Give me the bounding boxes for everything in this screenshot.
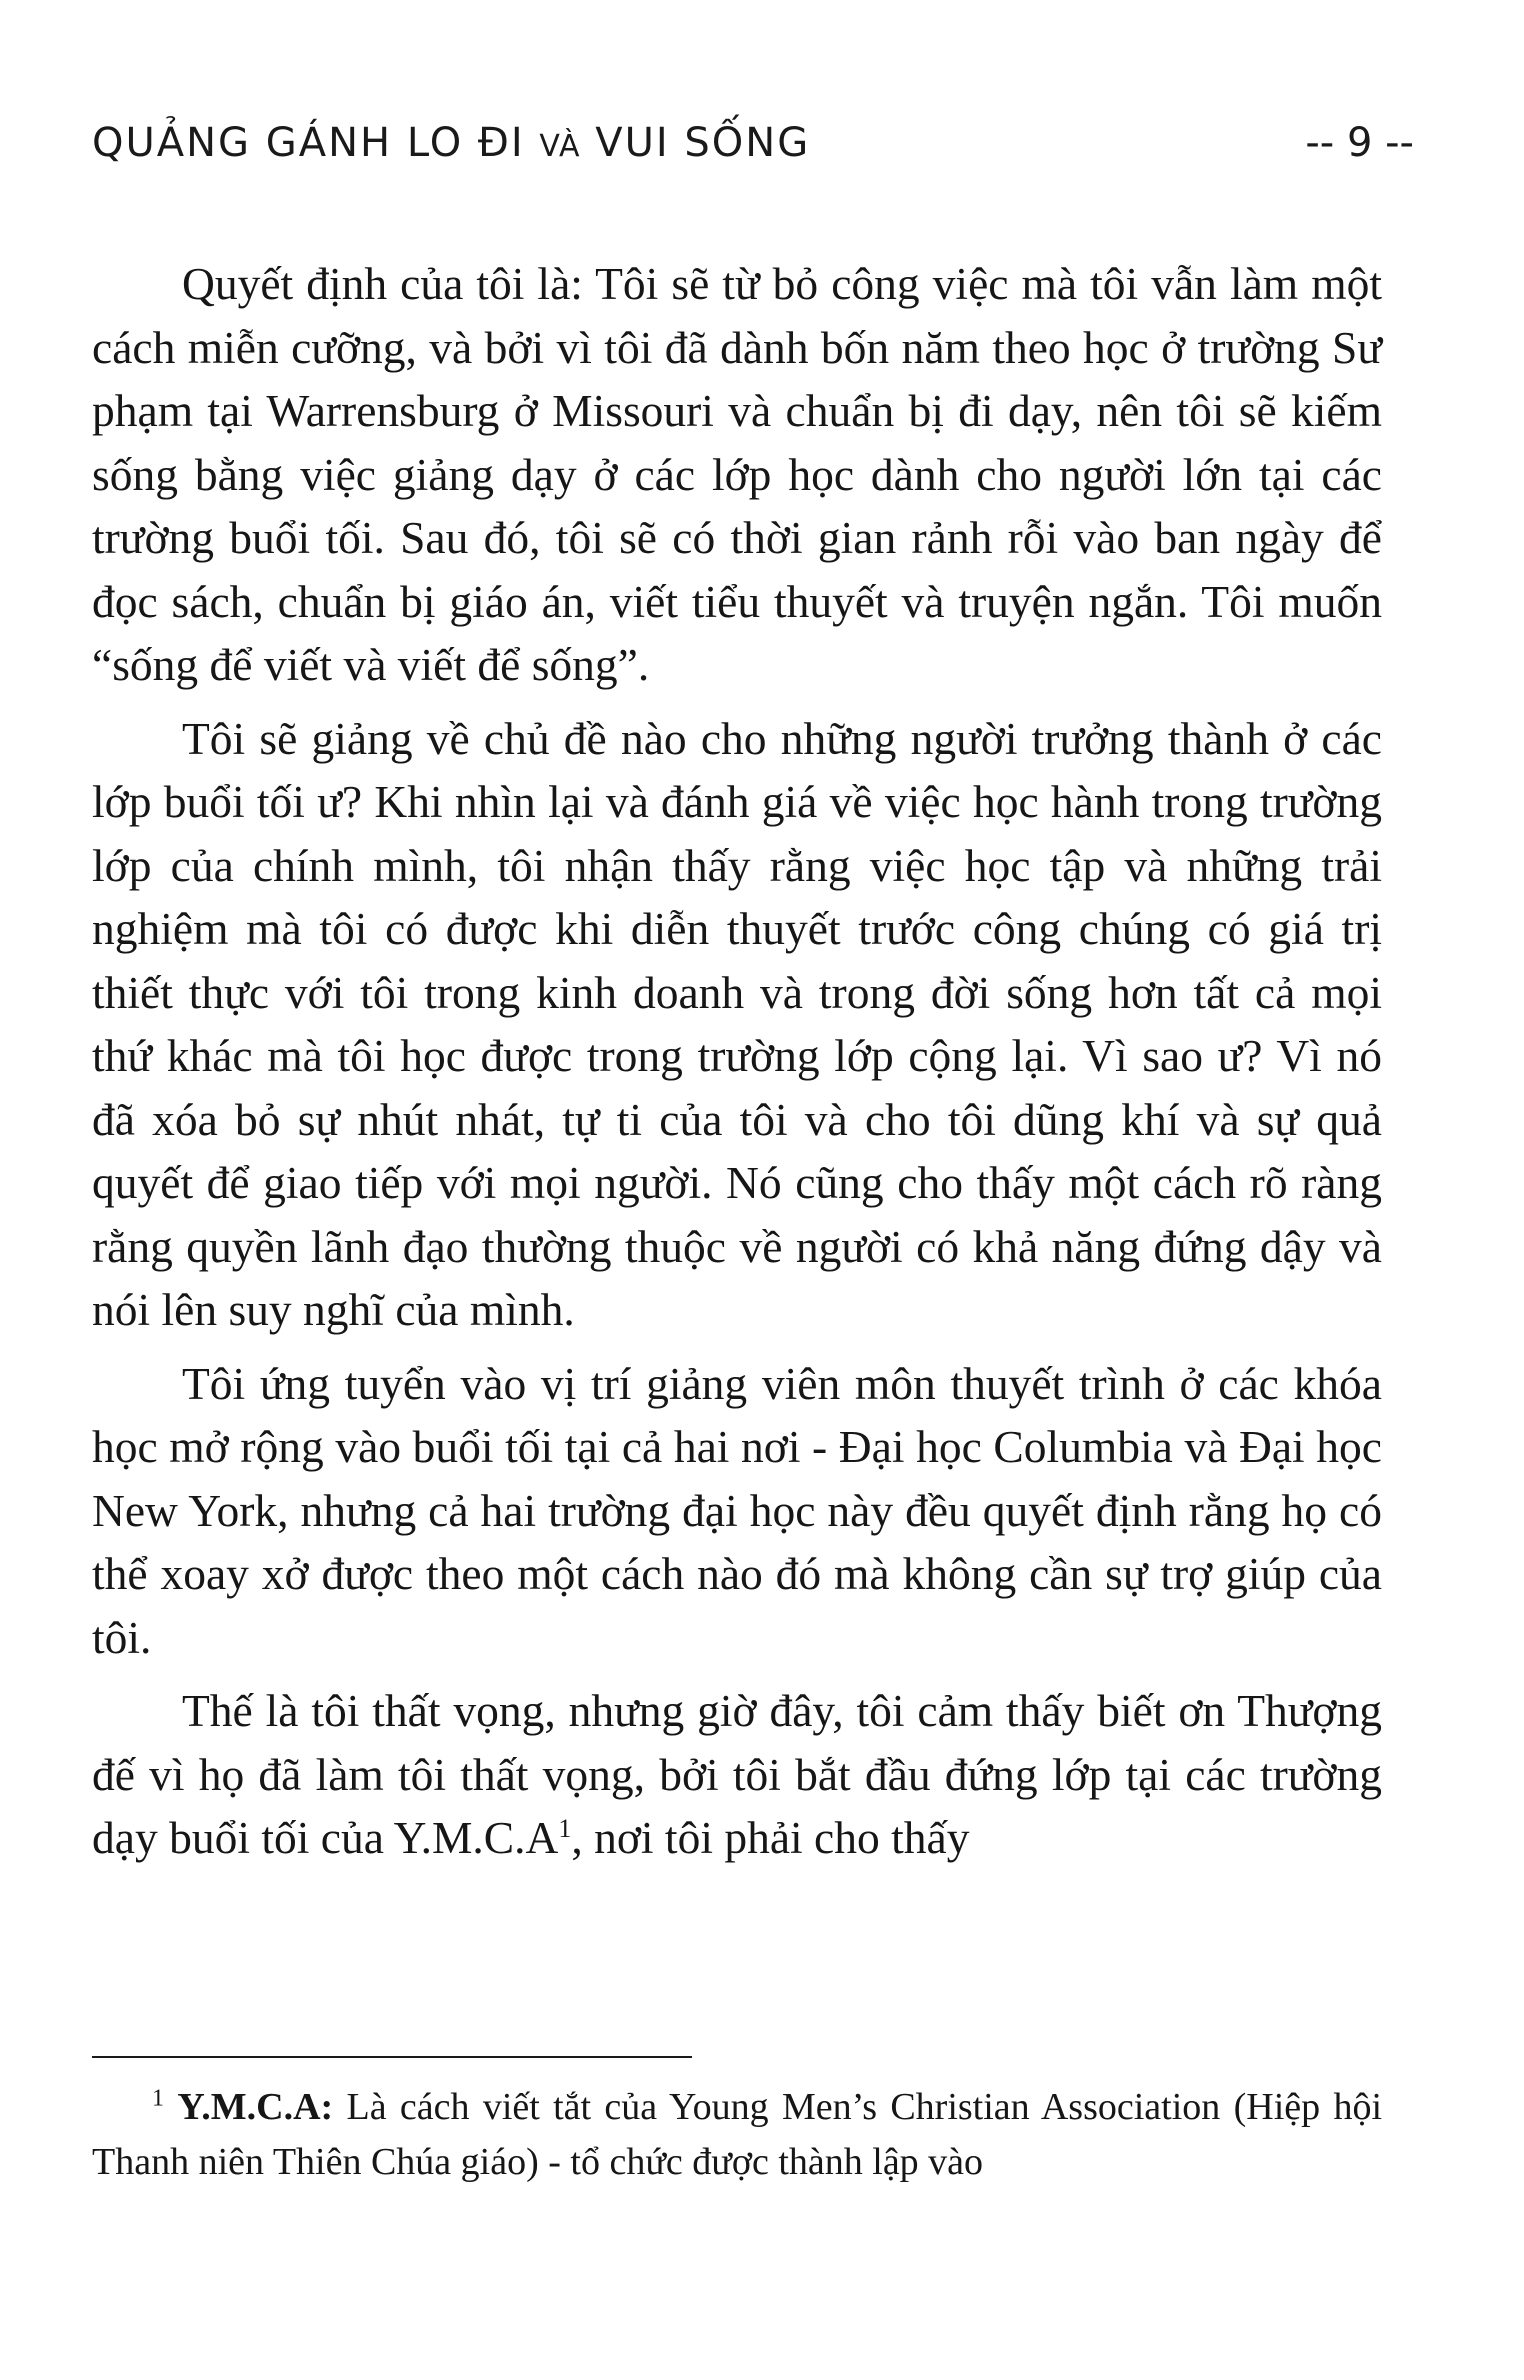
footnote-term: Y.M.C.A: (177, 2086, 334, 2128)
footnote-reference: 1 (558, 1813, 572, 1843)
page-number: -- 9 -- (1305, 120, 1414, 166)
paragraph-text: Thế là tôi thất vọng, nhưng giờ đây, tôi cảm thấy biết ơn Thượng đế vì họ đã làm tôi thất vọng, bởi tôi bắt đầu đứng lớp tại các trường dạy buổi tối của Y.M.C.A (92, 1685, 1382, 1863)
footnote-text: Là cách viết tắt của Young Men’s Christian Association (Hiệp hội Thanh niên Thiên Chúa giáo) - tổ chức được thành lập vào (92, 2086, 1383, 2183)
paragraph-text: Tôi sẽ giảng về chủ đề nào cho những người trưởng thành ở các lớp buổi tối ư? Khi nhìn lại và đánh giá về việc học hành trong trường lớp của chính mình, tôi nhận thấy rằng việc học tập và những trải nghiệm mà tôi có được khi diễn thuyết trước công chúng có giá trị thiết thực với tôi trong kinh doanh và trong đời sống hơn tất cả mọi thứ khác mà tôi học được trong trường lớp cộng lại. Vì sao ư? Vì nó đã xóa bỏ sự nhút nhát, tự ti của tôi và cho tôi dũng khí và sự quả quyết để giao tiếp với mọi người. Nó cũng cho thấy một cách rõ ràng rằng quyền lãnh đạo thường thuộc về người có khả năng đứng dậy và nói lên suy nghĩ của mình. (92, 712, 1382, 1335)
paragraph-text: Tôi ứng tuyển vào vị trí giảng viên môn thuyết trình ở các khóa học mở rộng vào buổi tối tại cả hai nơi - Đại học Columbia và Đại học New York, nhưng cả hai trường đại học này đều quyết định rằng họ có thể xoay xở được theo một cách nào đó mà không cần sự trợ giúp của tôi. (92, 1357, 1382, 1663)
footnote-divider (92, 2056, 692, 2058)
footnote (92, 2080, 1382, 2190)
body-text (92, 252, 1382, 1880)
book-title-part2: VUI SỐNG (580, 120, 811, 166)
running-header (92, 120, 1414, 180)
book-title-small: VÀ (539, 129, 581, 164)
book-title (92, 120, 810, 166)
paragraph-4 (92, 1679, 1382, 1870)
footnote-mark: 1 (152, 2085, 164, 2112)
paragraph-text-continued: , nơi tôi phải cho thấy (571, 1812, 970, 1863)
paragraph-text: Quyết định của tôi là: Tôi sẽ từ bỏ công việc mà tôi vẫn làm một cách miễn cưỡng, và bởi vì tôi đã dành bốn năm theo học ở trường Sư phạm tại Warrensburg ở Missouri và chuẩn bị đi dạy, nên tôi sẽ kiếm sống bằng việc giảng dạy ở các lớp học dành cho người lớn tại các trường buổi tối. Sau đó, tôi sẽ có thời gian rảnh rỗi vào ban ngày để đọc sách, chuẩn bị giáo án, viết tiểu thuyết và truyện ngắn. Tôi muốn “sống để viết và viết để sống”. (92, 258, 1382, 690)
book-title-part1: QUẢNG GÁNH LO ĐI (92, 120, 540, 166)
paragraph-2 (92, 707, 1382, 1342)
paragraph-3 (92, 1352, 1382, 1670)
paragraph-1 (92, 252, 1382, 697)
